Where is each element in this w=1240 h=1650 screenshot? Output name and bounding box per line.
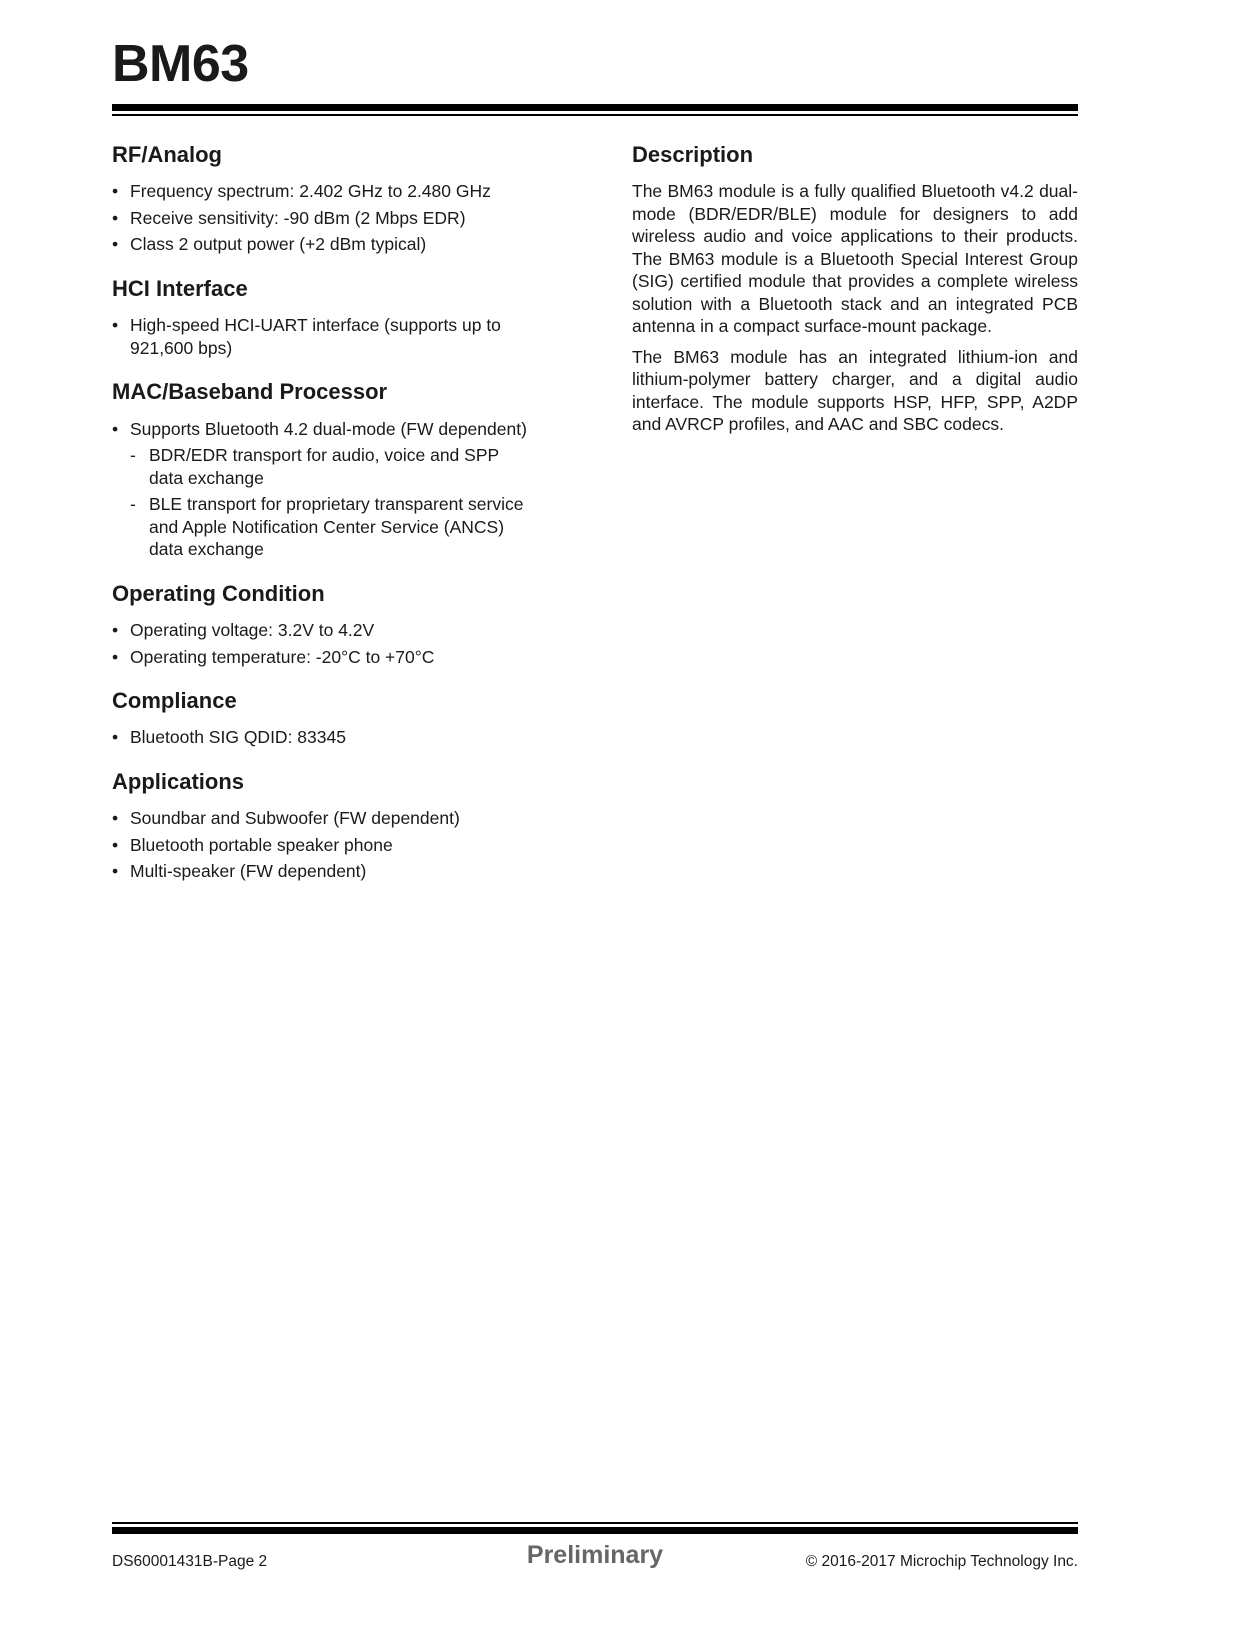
- list-item: [112, 619, 532, 642]
- sub-list-item: [130, 444, 532, 489]
- bullet-list: [112, 314, 532, 359]
- list-item: [112, 207, 532, 230]
- header-rule-thin: [112, 114, 1078, 116]
- list-item-text: Operating temperature: -20°C to +70°C: [130, 646, 435, 667]
- footer-status: Preliminary: [526, 1541, 664, 1569]
- section-applications: [112, 769, 532, 883]
- section-compliance: [112, 688, 532, 749]
- bullet-list: [112, 418, 532, 561]
- sub-list: [130, 444, 532, 561]
- page-title: BM63: [112, 35, 249, 93]
- list-item: [112, 180, 532, 203]
- bullet-list: [112, 726, 532, 749]
- footer-doc-id: DS60001431B-Page 2: [112, 1553, 268, 1570]
- list-item-text: High-speed HCI-UART interface (supports up to 921,600 bps): [130, 315, 501, 358]
- list-item: [112, 807, 532, 830]
- bullet-icon: •: [112, 207, 119, 228]
- list-item-text: Class 2 output power (+2 dBm typical): [130, 234, 427, 255]
- bullet-icon: •: [112, 834, 119, 855]
- description-paragraph: The BM63 module is a fully qualified Bluetooth v4.2 dual-mode (BDR/EDR/BLE) module for designers to add wireless audio and voice applications to their products. The BM63 module is a Bluetooth Special Interest Group (SIG) certified module that provides a complete wireless solution with a Bluetooth stack and an integrated PCB antenna in a compact surface-mount package.: [632, 181, 1078, 337]
- bullet-icon: •: [112, 234, 119, 255]
- bullet-icon: •: [112, 418, 119, 439]
- section-hci-interface: [112, 276, 532, 359]
- left-column: [112, 142, 532, 903]
- bullet-list: [112, 619, 532, 668]
- section-heading: HCI Interface: [112, 275, 248, 301]
- right-column: [632, 142, 1078, 456]
- description-paragraph: The BM63 module has an integrated lithium-ion and lithium-polymer battery charger, and a digital audio interface. The module supports HSP, HFP, SPP, A2DP and AVRCP profiles, and AAC and SBC codecs.: [632, 346, 1078, 435]
- list-item: [112, 860, 532, 883]
- sub-list-item-text: BDR/EDR transport for audio, voice and SPP data exchange: [149, 445, 499, 488]
- section-heading: RF/Analog: [112, 142, 222, 167]
- list-item-text: Multi-speaker (FW dependent): [130, 861, 367, 882]
- description-section: [632, 142, 1078, 436]
- dash-icon: -: [130, 445, 136, 466]
- list-item-text: Receive sensitivity: -90 dBm (2 Mbps EDR): [130, 207, 466, 228]
- list-item-text: Operating voltage: 3.2V to 4.2V: [130, 620, 375, 641]
- bullet-icon: •: [112, 181, 119, 202]
- bullet-icon: •: [112, 315, 119, 336]
- list-item: [112, 646, 532, 669]
- bullet-icon: •: [112, 646, 119, 667]
- section-heading: Operating Condition: [112, 580, 325, 606]
- bullet-list: [112, 807, 532, 883]
- bullet-icon: •: [112, 727, 119, 748]
- footer-rule-thick: [112, 1527, 1078, 1534]
- section-heading: Applications: [112, 768, 245, 794]
- list-item: [112, 233, 532, 256]
- list-item-text: Frequency spectrum: 2.402 GHz to 2.480 GHz: [130, 181, 491, 202]
- section-mac-baseband-processor: [112, 379, 532, 560]
- footer-rule-thin: [112, 1522, 1078, 1524]
- list-item: [112, 314, 532, 359]
- sub-list-item: [130, 493, 532, 561]
- bullet-icon: •: [112, 808, 119, 829]
- header-rule-thick: [112, 104, 1078, 111]
- list-item-text: Bluetooth SIG QDID: 83345: [130, 727, 346, 748]
- section-heading: Description: [632, 142, 754, 167]
- list-item-text: Bluetooth portable speaker phone: [130, 834, 393, 855]
- dash-icon: -: [130, 494, 136, 515]
- bullet-icon: •: [112, 861, 119, 882]
- list-item: [112, 726, 532, 749]
- footer-copyright: © 2016-2017 Microchip Technology Inc.: [805, 1553, 1078, 1570]
- list-item-text: Supports Bluetooth 4.2 dual-mode (FW dependent): [130, 418, 527, 439]
- section-operating-condition: [112, 581, 532, 668]
- section-heading: Compliance: [112, 688, 237, 714]
- section-rf-analog: [112, 142, 532, 256]
- list-item-text: Soundbar and Subwoofer (FW dependent): [130, 808, 460, 829]
- sub-list-item-text: BLE transport for proprietary transparent service and Apple Notification Center Service (ANCS) data exchange: [149, 494, 524, 560]
- bullet-icon: •: [112, 620, 119, 641]
- bullet-list: [112, 180, 532, 256]
- list-item: [112, 418, 532, 561]
- section-heading: MAC/Baseband Processor: [112, 379, 388, 405]
- list-item: [112, 834, 532, 857]
